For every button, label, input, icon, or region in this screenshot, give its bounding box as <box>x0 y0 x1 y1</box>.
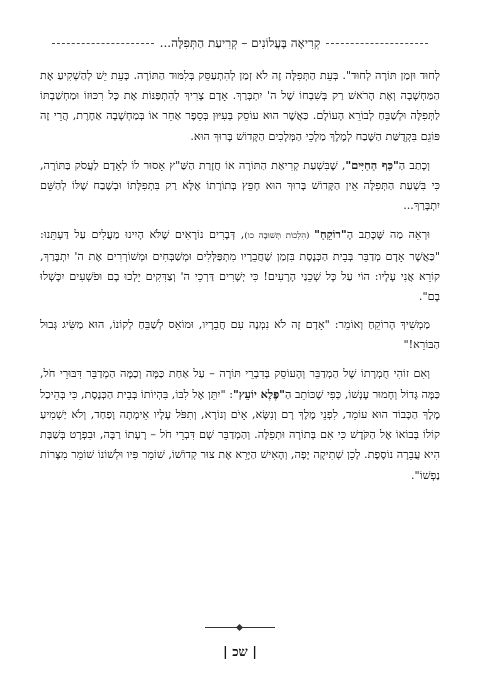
header-rule-left <box>52 43 154 44</box>
source-reference: (הִלְכוֹת תְּשׁוּבָה כו) <box>244 231 315 242</box>
paragraph-4-text: מַמְשִׁיךְ הָרוֹקֵחַ וְאוֹמֵר: "אָדָם זֶה לֹא נִמְנֶה עִם חֲבֵרָיו, וּמוֹאֵס לְשַׁבֵּחַ לְקוֹנוֹ, הוּא מַשִּׂיג גְּבוּל הַבּוֹרֵא!" <box>40 318 440 352</box>
header-rule-right <box>326 43 428 44</box>
paragraph-1-text: לְחוּד וּזְמַן תּוֹרָה לְחוּד". בְּעֵת הַתְּפִלָּה זֶה לֹא זְמַן לְהִתְעַסֵּק בְּלִמּוּד הַתּוֹרָה. כָּעֵת יֵשׁ לְהַשְׁקִיעַ אֶת הַמַּחְשָׁבָה וְאֶת הָרֹאשׁ רַק בְּשִׁבְחוֹ שֶׁל ה' יִתְבָּרַךְ. אָדָם צָרִיךְ לְהִתְפַּנּוֹת אֶת כָּל רִכּוּזוֹ וּמַחְשַׁבְתּוֹ לַתְּפִלָּה וּלְשַׁבֵּחַ לְבוֹרֵא הָעוֹלָם. כַּאֲשֶׁר הוּא עוֹסֵק בְּעִיּוּן בְּסֵפֶר אַחֵר אוֹ בְּמַחְשָׁבָה אַחֶרֶת, הֲרֵי זֶה פּוֹגֵם בִּקְדֻשַּׁת הַשֶּׁבַח לְמֶלֶךְ מַלְכֵי הַמְּלָכִים הַקָּדוֹשׁ בָּרוּךְ הוּא. <box>40 69 440 143</box>
paragraph-5 <box>40 364 440 486</box>
paragraph-5-text: : "יִתֵּן אֶל לִבּוֹ, בִּהְיוֹתוֹ בְּבֵית הַכְּנֶסֶת, כִּי בְּהֵיכַל מֶלֶךְ הַכָּבוֹד הוּא עוֹמֵד, לִפְנֵי מֶלֶךְ רָם וְנִשָּׂא, אָיֹם וְנוֹרָא, וְתִפֹּל עָלָיו אֵימָתָה וָפַחַד, וְלֹא יַשְׁמִיעַ קוֹלוֹ בְּבוֹאוֹ אֶל הַקֹּדֶשׁ כִּי אִם בְּתוֹרָה וּתְפִלָּה. וְהַמְדַבֵּר שָׁם דִּבְרֵי חֹל – רָעָתוֹ רַבָּה, וּבִפְרָט בְּשַׁבָּת הִיא עֲבֵרָה נוֹסֶפֶת. לָכֵן שְׁתִיקָה יָפָה, וְהָאִישׁ הַיָּרֵא אֶת צוּר קְדוֹשׁוֹ, שׁוֹמֵר פִּיו וּלְשׁוֹנוֹ שׁוֹמֵר מִצָּרוֹת נַפְשׁוֹ". <box>40 387 440 482</box>
page-number: | שכ | <box>222 645 258 660</box>
source-pele-yoetz: "פֶּלֶא יוֹעֵץ" <box>232 386 285 401</box>
divider-diamond <box>236 624 243 631</box>
body-text <box>40 66 440 494</box>
section-divider <box>205 624 275 632</box>
paragraph-4 <box>40 315 440 355</box>
source-kaf-hachaim: "כַּף הַחַיִּים" <box>345 157 399 172</box>
running-header-title: קְרִיאָה בָּעֲלוֹנִים – קְרִיעַת הַתְּפִלָּה... <box>159 36 321 50</box>
paragraph-5-lead: וְאִם זוֹהִי חֻמְרָתוֹ שֶׁל הַמְדַבֵּר וְהָעוֹסֵק בְּדִבְרֵי תּוֹרָה – עַל אַחַת כַּמָּה וְכַמָּה הַמְדַבֵּר דִּבּוּרֵי חֹל, כַּמָּה גָּדוֹל וְחָמוּר עָנְשׁוֹ, כְּפִי שֶׁכּוֹתֵב הַ <box>40 366 440 401</box>
running-header <box>52 36 428 51</box>
paragraph-3 <box>40 224 440 307</box>
source-rokeach: "רוֹקֵחַ" <box>314 227 347 242</box>
paragraph-3-lead: וּרְאֵה מַה שֶּׁכָּתַב הָ <box>346 228 431 242</box>
paragraph-2-lead: וְכָתַב הַ <box>398 158 430 172</box>
paragraph-2 <box>40 155 440 217</box>
paragraph-3-text: , דְּבָרִים נוֹרָאִים שֶׁלֹּא הָיִינוּ מַעֲלִים עַל דַּעְתֵּנוּ: "כַּאֲשֶׁר אָדָם מְדַבֵּר בְּבֵית הַכְּנֶסֶת בִּזְמַן שֶׁחֲבֵרָיו מִתְפַּלְּלִים וּמְשַׁבְּחִים וּמְשׁוֹרְרִים אֶת ה' יִתְבָּרַךְ, קוֹרֵא אֲנִי עָלָיו: הוֹי עַל כָּל שְׁכֵנַי הָרָעִים! כִּי יְשָׁרִים דַּרְכֵי ה' וְצַדִּקִים יֵלְכוּ בָם וּפֹשְׁעִים יִכָּשְׁלוּ בָם". <box>40 228 440 304</box>
paragraph-2-text: , שֶׁבִּשְׁעַת קְרִיאַת הַתּוֹרָה אוֹ חֲזָרַת הַשַּׁ"ץ אָסוּר לוֹ לְאָדָם לַעֲסֹק בַּתּוֹרָה, כִּי בִּשְׁעַת הַתְּפִלָּה אֵין הַקָּדוֹשׁ בָּרוּךְ הוּא חָפֵץ בְּתוֹרָתוֹ אֶלָּא רַק בִּתְפִלָּתוֹ וּבְשֶׁבַח שֶׁלּוֹ לְהַשֵּׁם יִתְבָּרַךְ... <box>40 158 440 213</box>
paragraph-1 <box>40 66 440 147</box>
